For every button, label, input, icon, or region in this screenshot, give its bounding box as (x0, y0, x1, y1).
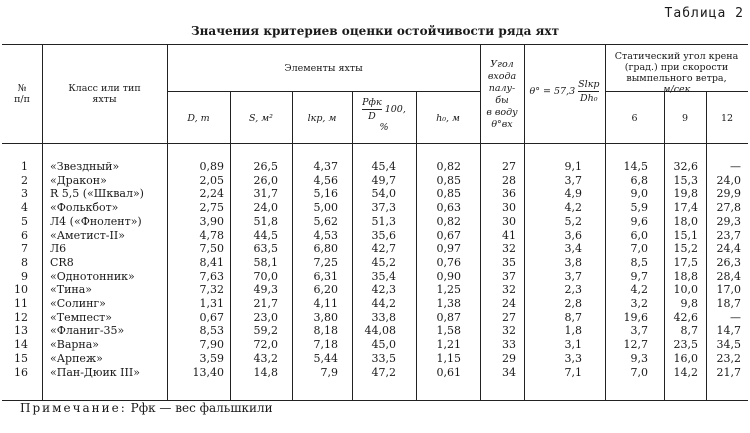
row-theta: 1,8 (564, 324, 582, 338)
row-class: «Аметист-II» (50, 228, 125, 242)
row-angle: 32 (502, 324, 516, 338)
row-S: 70,0 (253, 269, 278, 283)
row-w12: 34,5 (716, 338, 741, 352)
row-angle: 41 (502, 228, 516, 242)
row-w12: 27,8 (716, 201, 741, 215)
row-num: 16 (14, 365, 28, 379)
header-D: D, т (187, 113, 210, 124)
row-w6: 12,7 (623, 338, 648, 352)
row-class: CR8 (50, 255, 74, 269)
row-num: 9 (21, 269, 28, 283)
row-pfk: 33,8 (371, 310, 396, 324)
row-pfk: 44,2 (371, 297, 396, 310)
row-D: 1,31 (199, 297, 224, 310)
row-w6: 14,5 (623, 160, 648, 173)
row-lkp: 6,20 (313, 283, 338, 297)
header-wind-9: 9 (681, 113, 689, 124)
header-pfk: Pфк D 100, % (362, 97, 406, 133)
row-lkp: 7,18 (313, 338, 338, 352)
row-class: «Дракон» (50, 173, 107, 187)
row-w6: 9,0 (630, 187, 648, 201)
row-angle: 27 (502, 160, 516, 173)
row-w6: 19,6 (623, 310, 648, 324)
row-D: 2,24 (199, 187, 224, 201)
row-theta: 3,7 (564, 173, 582, 187)
row-h0: 0,63 (436, 201, 461, 215)
row-num: 3 (21, 187, 28, 201)
row-h0: 1,58 (436, 324, 461, 338)
row-theta: 8,7 (564, 310, 582, 324)
row-angle: 37 (502, 269, 516, 283)
row-theta: 2,3 (564, 283, 582, 297)
row-w9: 18,8 (673, 269, 698, 283)
row-w9: 15,2 (673, 242, 698, 256)
row-D: 8,41 (199, 255, 224, 269)
row-w9: 17,4 (673, 201, 698, 215)
row-lkp: 6,80 (313, 242, 338, 256)
row-angle: 33 (502, 338, 516, 352)
row-num: 2 (21, 173, 28, 187)
row-angle: 24 (502, 297, 516, 310)
row-pfk: 33,5 (371, 351, 396, 365)
row-pfk: 54,0 (371, 187, 396, 201)
table-label: Таблица 2 (664, 6, 744, 21)
row-w9: 16,0 (673, 351, 698, 365)
row-pfk: 45,0 (371, 338, 396, 352)
row-theta: 3,6 (564, 228, 582, 242)
row-angle: 32 (502, 283, 516, 297)
row-h0: 0,82 (436, 160, 461, 173)
row-w9: 8,7 (680, 324, 698, 338)
row-w12: — (730, 160, 741, 173)
row-class: R 5,5 («Шквал») (50, 187, 144, 201)
header-h0: h₀, м (436, 113, 460, 124)
row-S: 26,5 (253, 160, 278, 173)
row-S: 44,5 (253, 228, 278, 242)
row-S: 31,7 (253, 187, 278, 201)
footnote-label: Примечание: (20, 401, 127, 415)
row-w9: 9,8 (680, 297, 698, 310)
row-lkp: 7,25 (313, 255, 338, 269)
header-wind-12: 12 (720, 113, 734, 124)
row-h0: 1,38 (436, 297, 461, 310)
header-num-sub: п/п (14, 94, 30, 105)
row-w12: 24,0 (716, 173, 741, 187)
row-lkp: 3,80 (313, 310, 338, 324)
row-w6: 3,7 (630, 324, 648, 338)
row-lkp: 8,18 (313, 324, 338, 338)
row-w9: 15,1 (673, 228, 698, 242)
row-lkp: 4,37 (313, 160, 338, 173)
row-lkp: 5,16 (313, 187, 338, 201)
table-title: Значения критериев оценки остойчивости ряда яхт (190, 24, 559, 38)
row-S: 63,5 (253, 242, 278, 256)
row-D: 8,53 (199, 324, 224, 338)
row-theta: 7,1 (564, 365, 582, 379)
row-h0: 0,85 (436, 173, 461, 187)
row-S: 14,8 (253, 365, 278, 379)
row-angle: 30 (502, 214, 516, 228)
row-w9: 19,8 (673, 187, 698, 201)
row-pfk: 45,4 (371, 160, 396, 173)
header-class: Класс или тип (68, 83, 141, 94)
row-w12: 17,0 (716, 283, 741, 297)
row-h0: 0,61 (436, 365, 461, 379)
row-pfk: 44,08 (364, 324, 396, 338)
row-num: 12 (14, 310, 28, 324)
data-table (2, 44, 748, 401)
row-S: 23,0 (253, 310, 278, 324)
row-lkp: 5,00 (313, 201, 338, 215)
row-S: 59,2 (253, 324, 278, 338)
row-S: 21,7 (253, 297, 278, 310)
header-lkp: lкр, м (307, 113, 337, 124)
row-lkp: 4,53 (313, 228, 338, 242)
row-D: 0,67 (199, 310, 224, 324)
row-num: 5 (21, 214, 28, 228)
row-class: «Фолькбот» (50, 201, 119, 215)
header-angle: Угол входа палу- бы в воду θ°вх (486, 59, 518, 130)
row-h0: 1,21 (436, 338, 461, 352)
row-num: 6 (21, 228, 28, 242)
row-theta: 3,4 (564, 242, 582, 256)
row-pfk: 49,7 (371, 173, 396, 187)
row-class: Л6 (50, 242, 67, 256)
row-num: 13 (14, 324, 28, 338)
row-pfk: 42,7 (371, 242, 396, 256)
row-h0: 0,87 (436, 310, 461, 324)
row-theta: 4,2 (564, 201, 582, 215)
row-theta: 3,3 (564, 351, 582, 365)
header-elements: Элементы яхты (284, 63, 363, 74)
row-lkp: 7,9 (320, 365, 338, 379)
row-w6: 5,9 (630, 201, 648, 215)
row-theta: 2,8 (564, 297, 582, 310)
row-w6: 8,5 (630, 255, 648, 269)
row-w6: 9,3 (630, 351, 648, 365)
row-D: 2,05 (199, 173, 224, 187)
header-wind-6: 6 (631, 113, 638, 124)
row-w12: 14,7 (716, 324, 741, 338)
row-pfk: 42,3 (371, 283, 396, 297)
row-S: 58,1 (253, 255, 278, 269)
row-h0: 0,82 (436, 214, 461, 228)
row-lkp: 5,44 (313, 351, 338, 365)
row-S: 43,2 (253, 351, 278, 365)
row-w6: 6,8 (630, 173, 648, 187)
row-angle: 34 (502, 365, 516, 379)
row-theta: 4,9 (564, 187, 582, 201)
header-S: S, м² (249, 113, 273, 124)
row-num: 8 (21, 255, 28, 269)
row-w6: 6,0 (630, 228, 648, 242)
row-class: «Тина» (50, 283, 93, 297)
row-w9: 10,0 (673, 283, 698, 297)
row-w6: 3,2 (630, 297, 648, 310)
row-w12: 23,7 (716, 228, 741, 242)
header-static-angle: Статический угол крена (град.) при скорости вымпельного ветра, м/сек (614, 51, 739, 95)
row-class: «Варна» (50, 338, 100, 352)
row-angle: 36 (502, 187, 516, 201)
row-w6: 9,7 (630, 269, 648, 283)
row-class: «Фланиг-35» (50, 324, 125, 338)
row-h0: 1,25 (436, 283, 461, 297)
row-h0: 0,76 (436, 255, 461, 269)
row-w12: 24,4 (716, 242, 741, 256)
row-lkp: 4,56 (313, 173, 338, 187)
row-w9: 18,0 (673, 214, 698, 228)
row-lkp: 6,31 (313, 269, 338, 283)
row-w9: 23,5 (673, 338, 698, 352)
row-theta: 9,1 (564, 160, 582, 173)
row-num: 11 (14, 297, 28, 310)
row-D: 7,90 (199, 338, 224, 352)
row-w6: 7,0 (630, 365, 648, 379)
row-theta: 5,2 (564, 214, 582, 228)
row-h0: 0,90 (436, 269, 461, 283)
row-h0: 0,85 (436, 187, 461, 201)
header-theta: θ° = 57,3 Slкр Dh₀ (529, 79, 600, 104)
row-class: «Темпест» (50, 310, 112, 324)
row-w12: 18,7 (716, 297, 741, 310)
row-pfk: 35,4 (371, 269, 396, 283)
row-w9: 14,2 (673, 365, 698, 379)
row-w9: 42,6 (673, 310, 698, 324)
row-S: 51,8 (253, 214, 278, 228)
row-D: 3,59 (199, 351, 224, 365)
row-S: 49,3 (253, 283, 278, 297)
row-class: «Пан-Дюик III» (50, 365, 140, 379)
row-w12: 29,3 (716, 214, 741, 228)
row-theta: 3,7 (564, 269, 582, 283)
row-theta: 3,1 (564, 338, 582, 352)
row-pfk: 45,2 (371, 255, 396, 269)
row-h0: 0,97 (436, 242, 461, 256)
row-angle: 30 (502, 201, 516, 215)
row-num: 7 (21, 242, 28, 256)
row-pfk: 47,2 (371, 365, 396, 379)
row-angle: 32 (502, 242, 516, 256)
row-D: 4,78 (199, 228, 224, 242)
row-class: «Арпеж» (50, 351, 103, 365)
header-num: № (17, 83, 27, 94)
row-class: Л4 («Фнолент») (50, 214, 142, 228)
row-w12: 28,4 (716, 269, 741, 283)
row-num: 10 (14, 283, 28, 297)
row-S: 26,0 (253, 173, 278, 187)
row-w6: 4,2 (630, 283, 648, 297)
row-w12: 26,3 (716, 255, 741, 269)
row-w12: 29,9 (716, 187, 741, 201)
row-pfk: 37,3 (371, 201, 396, 215)
row-w6: 9,6 (630, 214, 648, 228)
row-theta: 3,8 (564, 255, 582, 269)
row-w9: 17,5 (673, 255, 698, 269)
row-num: 1 (21, 160, 28, 173)
row-w9: 15,3 (673, 173, 698, 187)
row-h0: 0,67 (436, 228, 461, 242)
row-S: 24,0 (253, 201, 278, 215)
row-w12: — (730, 310, 741, 324)
row-D: 0,89 (199, 160, 224, 173)
row-D: 7,63 (199, 269, 224, 283)
row-D: 7,32 (199, 283, 224, 297)
row-angle: 35 (502, 255, 516, 269)
row-w9: 32,6 (673, 160, 698, 173)
row-w12: 23,2 (716, 351, 741, 365)
row-D: 3,90 (199, 214, 224, 228)
footnote-text: Pфк — вес фальшкили (130, 401, 273, 415)
row-lkp: 5,62 (313, 214, 338, 228)
row-num: 14 (14, 338, 28, 352)
row-D: 7,50 (199, 242, 224, 256)
row-lkp: 4,11 (313, 297, 338, 310)
row-num: 15 (14, 351, 28, 365)
header-class-sub: яхты (92, 94, 117, 105)
row-class: «Солинг» (50, 297, 106, 310)
row-angle: 27 (502, 310, 516, 324)
row-w6: 7,0 (630, 242, 648, 256)
row-angle: 29 (502, 351, 516, 365)
row-D: 2,75 (199, 201, 224, 215)
row-class: «Однотонник» (50, 269, 135, 283)
row-num: 4 (21, 201, 28, 215)
row-S: 72,0 (253, 338, 278, 352)
row-class: «Звездный» (50, 160, 120, 173)
row-w12: 21,7 (716, 365, 741, 379)
row-pfk: 51,3 (371, 214, 396, 228)
row-D: 13,40 (192, 365, 224, 379)
row-angle: 28 (502, 173, 516, 187)
footnote (20, 401, 273, 415)
row-h0: 1,15 (436, 351, 461, 365)
row-pfk: 35,6 (371, 228, 396, 242)
